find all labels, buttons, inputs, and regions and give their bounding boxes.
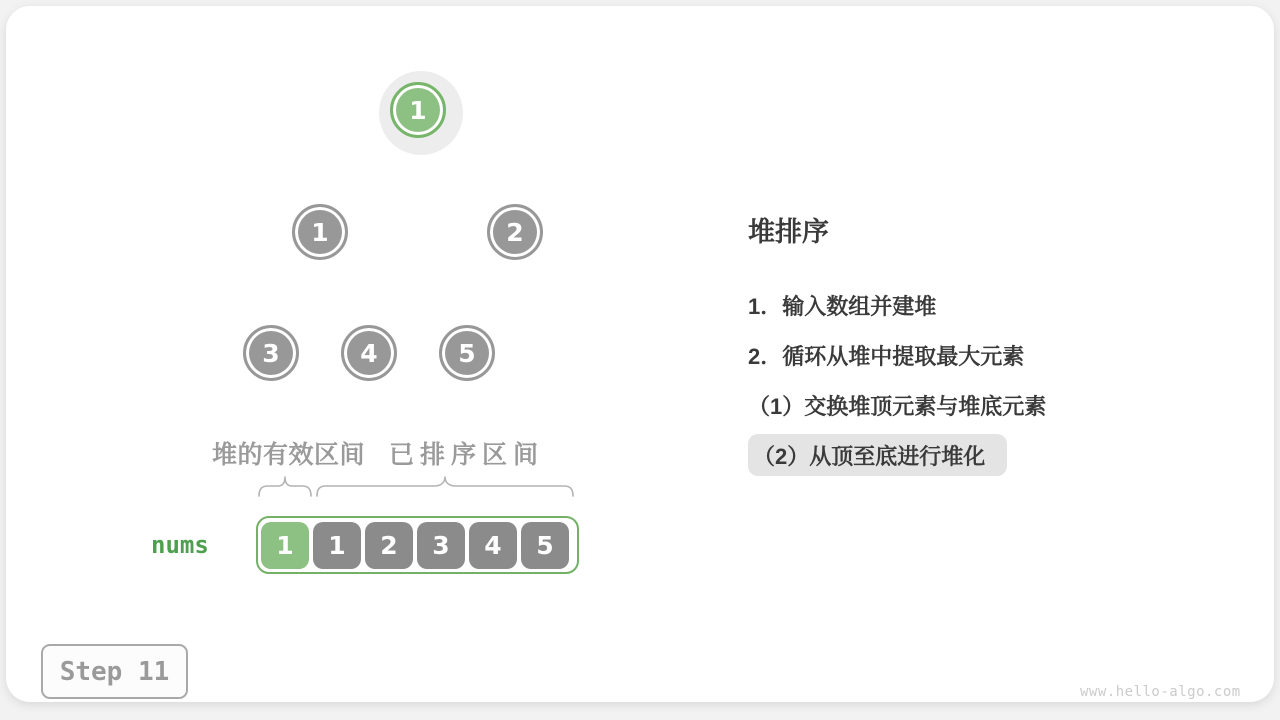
tree-node: 4 <box>341 325 397 381</box>
panel-step-item-highlighted <box>748 434 1007 476</box>
array-cell: 3 <box>417 522 465 569</box>
panel-step-item-text: （2）从顶至底进行堆化 <box>753 443 986 469</box>
array-cell: 5 <box>521 522 569 569</box>
array-cell: 1 <box>261 522 309 569</box>
sorted-range-label: 已排序区间 <box>389 441 545 469</box>
panel-step-item: 1．输入数组并建堆 <box>748 294 937 319</box>
array-name-label: nums <box>151 531 209 559</box>
panel-step-item: 2．循环从堆中提取最大元素 <box>748 344 1025 369</box>
array-cell: 2 <box>365 522 413 569</box>
array-cell: 4 <box>469 522 517 569</box>
panel-step-item: （1）交换堆顶元素与堆底元素 <box>748 394 1047 419</box>
step-badge: Step 11 <box>41 644 188 699</box>
heap-range-label: 堆的有效区间 <box>212 441 366 469</box>
tree-node: 5 <box>439 325 495 381</box>
tree-node: 1 <box>292 204 348 260</box>
nums-array <box>256 516 579 574</box>
panel-title: 堆排序 <box>748 217 829 247</box>
watermark-url: www.hello-algo.com <box>1080 684 1241 700</box>
tree-node: 3 <box>243 325 299 381</box>
array-cell: 1 <box>313 522 361 569</box>
heap-range-brace <box>258 473 312 497</box>
tree-node: 2 <box>487 204 543 260</box>
tree-node-root: 1 <box>390 82 446 138</box>
sorted-range-brace <box>316 473 574 497</box>
figure-card <box>6 6 1274 702</box>
